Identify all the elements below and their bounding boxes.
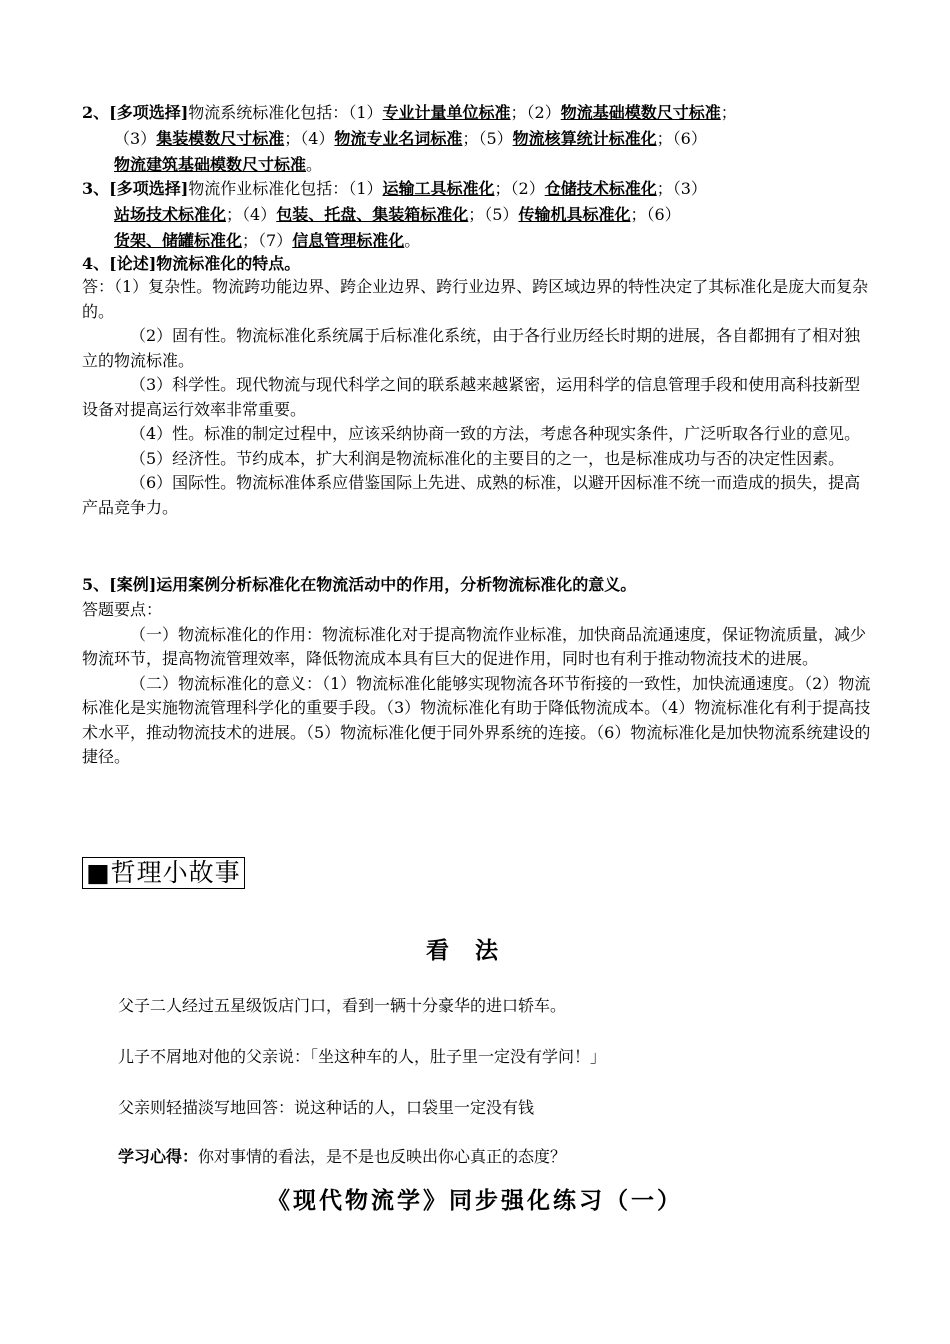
item-number: （4） xyxy=(242,205,277,224)
answer-item: 仓储技术标准化 xyxy=(544,179,657,198)
question-number: 3、 xyxy=(82,179,110,198)
item-separator: ； xyxy=(656,179,673,198)
answer-item: 物流基础模数尺寸标准 xyxy=(560,103,721,122)
answer-paragraph: （3）科学性。现代物流与现代科学之间的联系越来越紧密，运用科学的信息管理手段和使用高科技新型设备对提高运行效率非常重要。 xyxy=(82,375,861,419)
item-number: （1） xyxy=(348,103,383,122)
question-5-title xyxy=(82,572,872,598)
answer-item: 货架、储罐标准化 xyxy=(114,231,243,250)
question-number: 2、 xyxy=(82,103,110,122)
answer-item: 信息管理标准化 xyxy=(292,231,405,250)
item-number: （6） xyxy=(672,129,707,148)
item-separator: ； xyxy=(656,129,673,148)
answer-paragraph: （4）性。标准的制定过程中，应该采纳协商一致的方法，考虑各种现实条件，广泛听取各行业的意见。 xyxy=(130,424,861,443)
item-number: （3） xyxy=(672,179,707,198)
story-moral xyxy=(118,1146,878,1168)
answer-paragraph: （一）物流标准化的作用：物流标准化对于提高物流作业标准，加快商品流通速度，保证物流质量，减少物流环节，提高物流管理效率，降低物流成本具有巨大的促进作用，同时也有利于推动物流技术的进展。 xyxy=(82,624,867,668)
question-stem: 物流系统标准化包括： xyxy=(188,103,349,122)
item-separator: 。 xyxy=(404,231,421,250)
question-3 xyxy=(82,176,872,254)
question-title: 4、[论述]物流标准化的特点。 xyxy=(82,254,301,273)
item-separator: ； xyxy=(284,129,301,148)
item-number: （5） xyxy=(484,205,519,224)
answer-paragraph: （二）物流标准化的意义：（1）物流标准化能够实现物流各环节衔接的一致性，加快流通速度。（2）物流标准化是实施物流管理科学化的重要手段。（3）物流标准化有助于降低物流成本。（4）物流标准化有利于提高技术水平，推动物流技术的进展。（5）物流标准化便于同外界系统的连接。（6）物流标准化是加快物流系统建设的捷径。 xyxy=(82,673,871,766)
moral-text: 你对事情的看法，是不是也反映出你心真正的态度？ xyxy=(198,1147,567,1166)
moral-lead: 学习心得： xyxy=(118,1147,199,1166)
question-type-tag: [多项选择] xyxy=(109,103,189,122)
item-separator: ； xyxy=(494,179,511,198)
item-number: （3） xyxy=(114,129,157,148)
answer-item: 物流建筑基础模数尺寸标准 xyxy=(114,155,307,174)
answer-item: 运输工具标准化 xyxy=(382,179,495,198)
item-number: （2） xyxy=(526,103,561,122)
answer-paragraph: （2）固有性。物流标准化系统属于后标准化系统，由于各行业历经长时期的进展，各自都拥有了相对独立的物流标准。 xyxy=(82,326,861,370)
item-separator: ； xyxy=(468,205,485,224)
question-title: 5、[案例]运用案例分析标准化在物流活动中的作用，分析物流标准化的意义。 xyxy=(82,575,637,594)
answer-paragraph: （5）经济性。节约成本，扩大利润是物流标准化的主要目的之一，也是标准成功与否的决定性因素。 xyxy=(130,448,845,468)
item-number: （6） xyxy=(646,205,681,224)
answer-item: 传输机具标准化 xyxy=(518,205,631,224)
question-4-title xyxy=(82,251,872,277)
item-number: （7） xyxy=(258,231,293,250)
question-5-answer xyxy=(82,598,872,770)
answer-item: 站场技术标准化 xyxy=(114,205,227,224)
item-separator: ； xyxy=(226,205,243,224)
answer-item: 集装模数尺寸标准 xyxy=(156,129,285,148)
item-separator: 。 xyxy=(306,155,323,174)
item-number: （1） xyxy=(348,179,383,198)
item-separator: ； xyxy=(510,103,527,122)
item-separator: ； xyxy=(630,205,647,224)
item-separator: ； xyxy=(720,103,737,122)
question-2 xyxy=(82,100,872,178)
question-4-answer xyxy=(82,275,872,520)
item-separator: ； xyxy=(462,129,479,148)
question-stem: 物流作业标准化包括： xyxy=(188,179,349,198)
answer-item: 包装、托盘、集装箱标准化 xyxy=(276,205,469,224)
story-line: 父亲则轻描淡写地回答：说这种话的人，口袋里一定没有钱 xyxy=(118,1098,535,1117)
story-title: 看法 xyxy=(426,937,524,964)
item-number: （2） xyxy=(510,179,545,198)
answer-item: 物流核算统计标准化 xyxy=(512,129,657,148)
story-line: 儿子不屑地对他的父亲说：「坐这种车的人，肚子里一定没有学问！」 xyxy=(118,1047,607,1066)
question-type-tag: [多项选择] xyxy=(109,179,189,198)
item-number: （5） xyxy=(478,129,513,148)
answer-paragraph: 答：（1）复杂性。物流跨功能边界、跨企业边界、跨行业边界、跨区域边界的特性决定了其标准化是庞大而复杂的。 xyxy=(82,277,869,321)
answer-item: 物流专业名词标准 xyxy=(334,129,463,148)
story-line: 父子二人经过五星级饭店门口，看到一辆十分豪华的进口轿车。 xyxy=(118,996,567,1015)
section-header: ■哲理小故事 xyxy=(82,857,245,889)
answer-lead: 答题要点： xyxy=(82,600,163,619)
answer-item: 专业计量单位标准 xyxy=(382,103,511,122)
item-number: （4） xyxy=(300,129,335,148)
next-section-title: 《现代物流学》同步强化练习（一） xyxy=(267,1187,683,1214)
item-separator: ； xyxy=(242,231,259,250)
answer-paragraph: （6）国际性。物流标准体系应借鉴国际上先进、成熟的标准，以避开因标准不统一而造成的损失，提高产品竞争力。 xyxy=(82,473,861,517)
